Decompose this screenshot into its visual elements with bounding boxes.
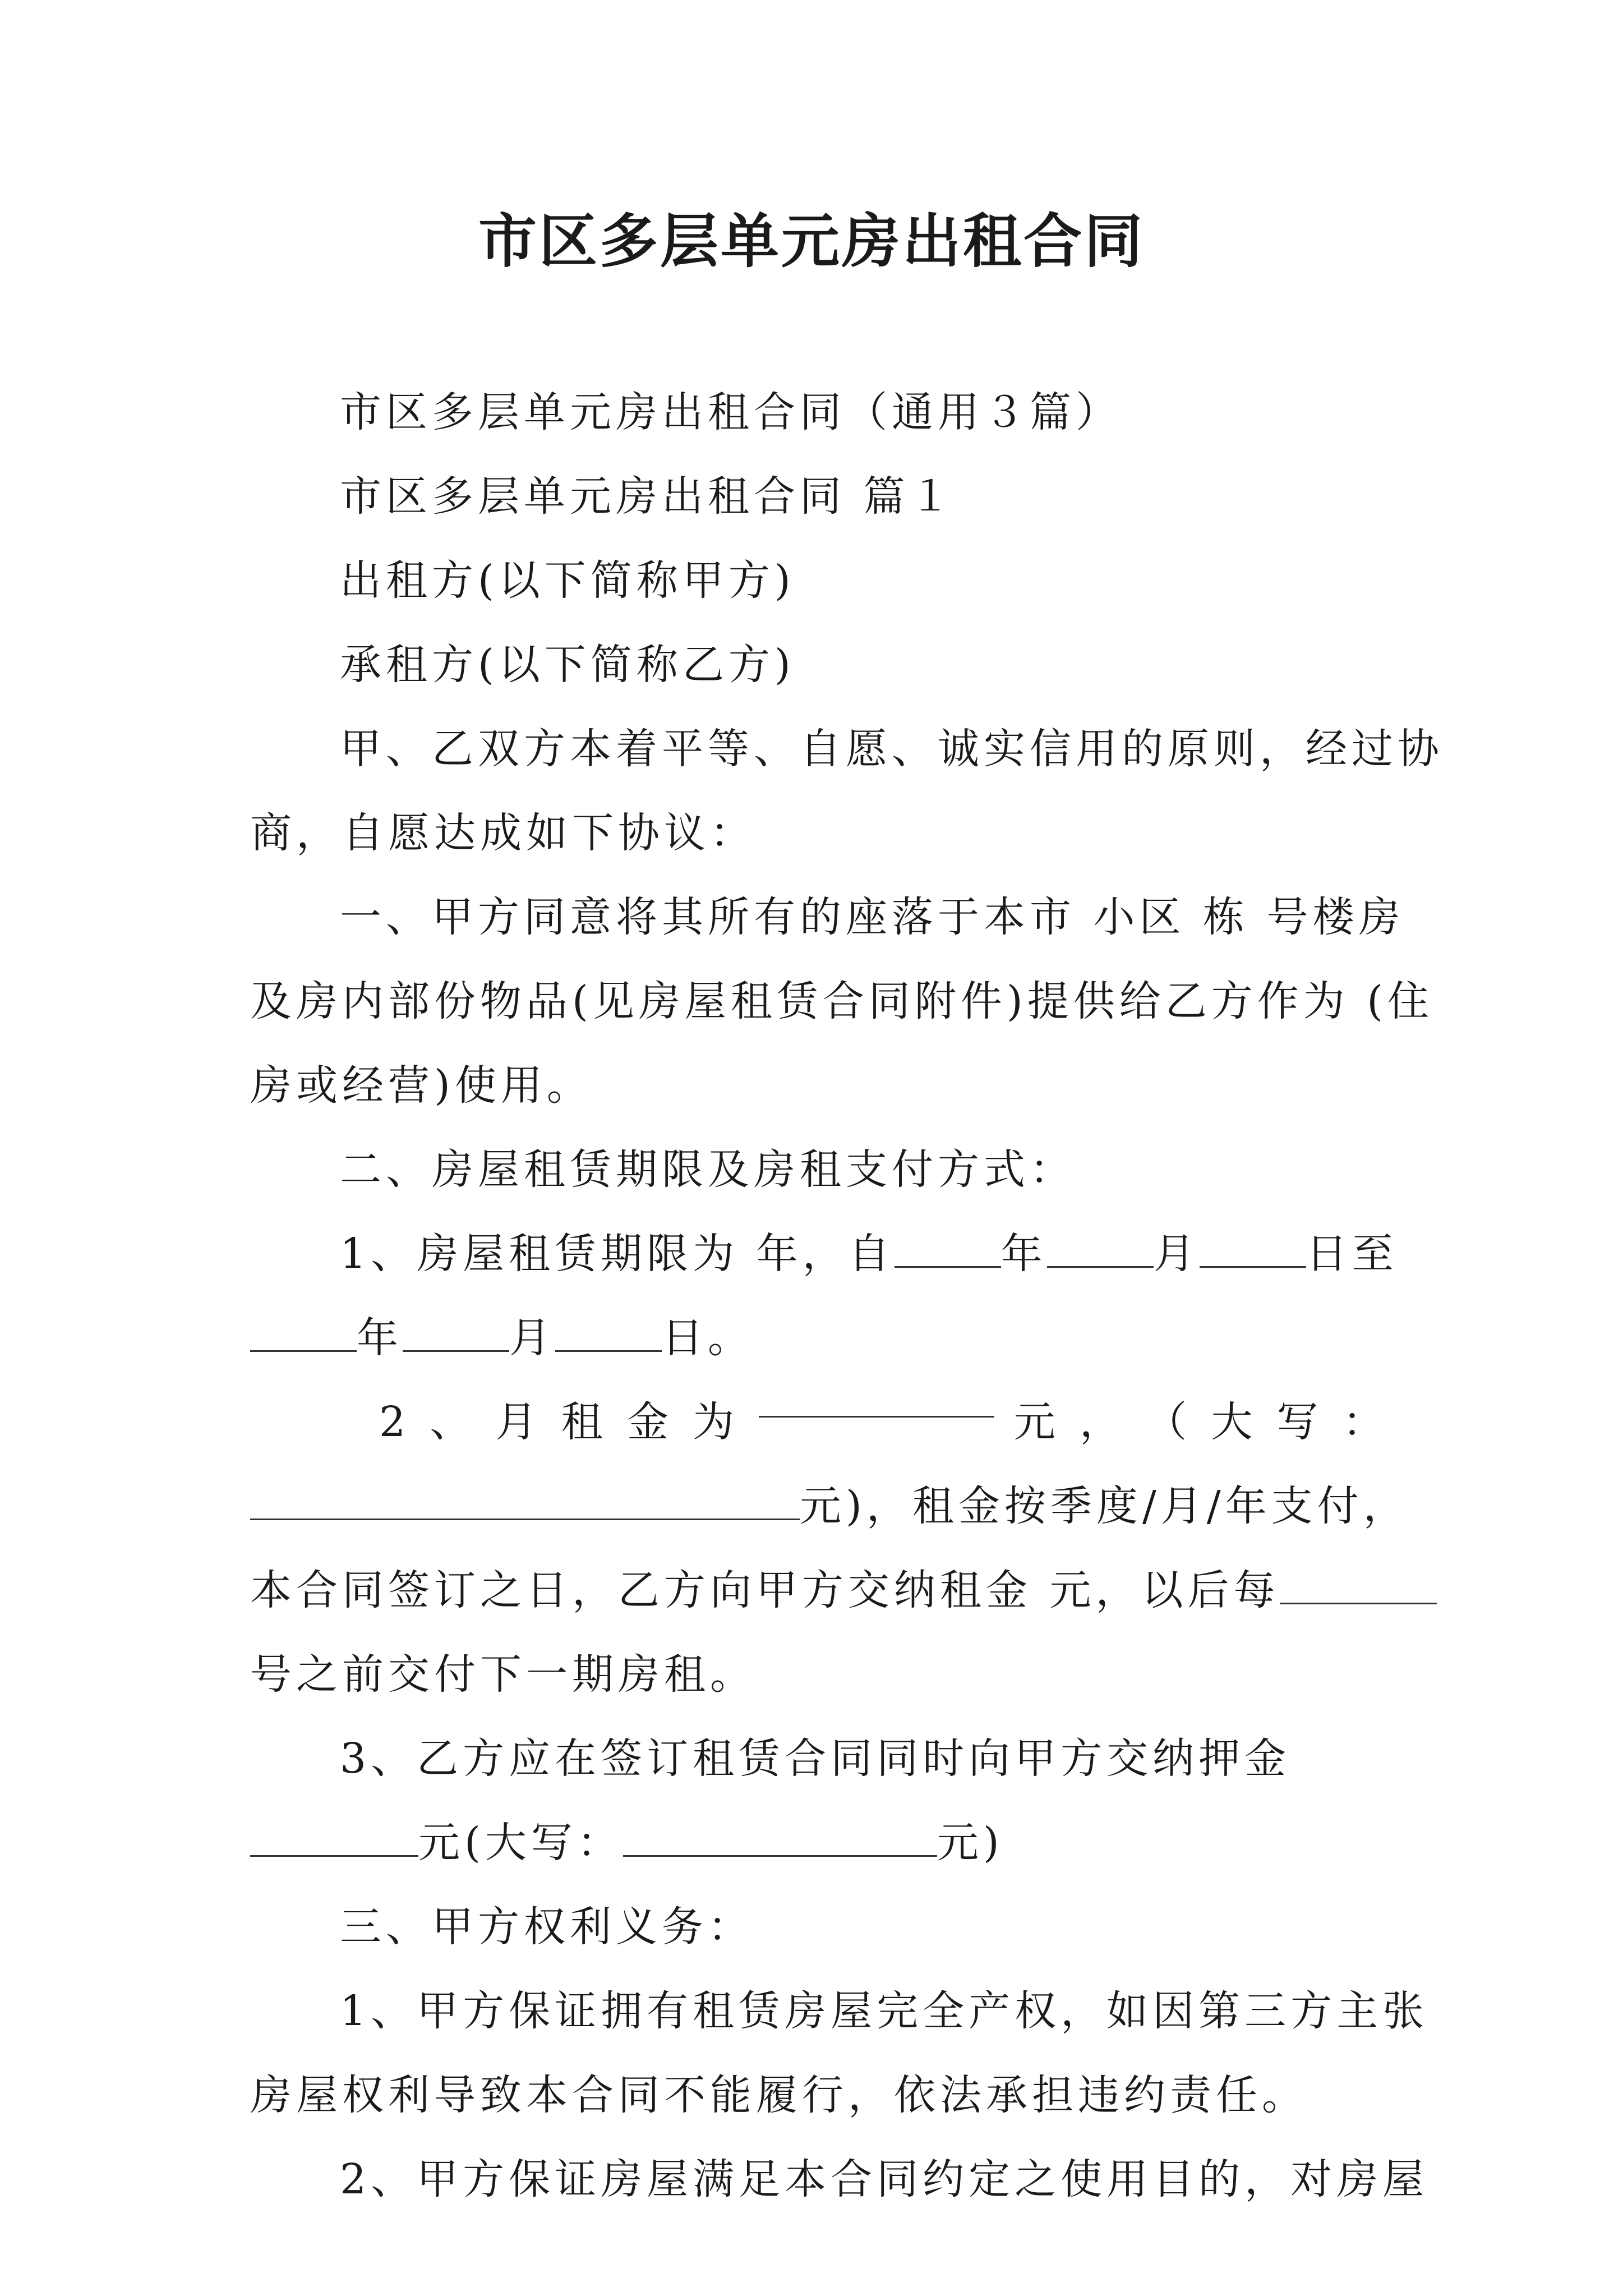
deposit-amount-line (250, 1801, 1389, 1885)
document-title: 市区多层单元房出租合同 (478, 206, 1145, 275)
blank-field (759, 1380, 994, 1418)
rent-char: ， (1079, 1398, 1126, 1446)
month-label: 月 (1153, 1230, 1200, 1278)
rent-capital-line (250, 1464, 1409, 1548)
blank-field (250, 1314, 357, 1352)
year-label: 年 (357, 1314, 403, 1362)
paragraph-line: 房或经营)使用。 (250, 1061, 593, 1110)
paragraph-line: 号之前交付下一期房租。 (250, 1650, 756, 1699)
paragraph-line: 一、甲方同意将其所有的座落于本市 小区 栋 号楼房 (340, 893, 1405, 941)
rent-char: 、 (430, 1398, 476, 1446)
paragraph-line: 甲、乙双方本着平等、自愿、诚实信用的原则，经过协 (340, 725, 1444, 773)
rent-char: 写 (1276, 1398, 1323, 1446)
rent-char: 金 (627, 1398, 674, 1446)
paragraph-line: 商，自愿达成如下协议： (250, 809, 756, 857)
blank-field (250, 1819, 418, 1857)
blank-field (1280, 1567, 1437, 1604)
paragraph-line: 出租方(以下简称甲方) (340, 556, 795, 605)
rent-amount-line (250, 1380, 1389, 1464)
blank-field (403, 1314, 509, 1352)
rent-char: 大 (1211, 1398, 1257, 1446)
rent-first-payment-text: 本合同签订之日，乙方向甲方交纳租金 元，以后每 (250, 1566, 1280, 1614)
month-label: 月 (509, 1314, 555, 1362)
day-label: 日至 (1306, 1230, 1398, 1278)
rent-char: ： (1342, 1398, 1389, 1446)
lease-term-line-2 (250, 1296, 1389, 1380)
year-label: 年 (1000, 1230, 1047, 1278)
paragraph-line: 市区多层单元房出租合同（通用３篇） (340, 388, 1122, 436)
document-body (250, 370, 1444, 2221)
rent-char: 月 (495, 1398, 542, 1446)
rent-payment-text: 元)，租金按季度/月/年支付， (800, 1482, 1409, 1530)
rent-char: 2 (379, 1398, 411, 1446)
blank-field (623, 1819, 937, 1857)
paragraph-line: 3、乙方应在签订租赁合同同时向甲方交纳押金 (340, 1734, 1291, 1783)
paragraph-line: 承租方(以下简称乙方) (340, 641, 795, 689)
rent-char: （ (1145, 1398, 1192, 1446)
blank-field (1200, 1230, 1306, 1268)
deposit-close: 元) (937, 1819, 1004, 1867)
paragraph-line: 房屋权利导致本合同不能履行，依法承担违约责任。 (250, 2071, 1308, 2119)
day-label: 日。 (662, 1314, 754, 1362)
blank-field (250, 1483, 800, 1520)
rent-char: 租 (561, 1398, 607, 1446)
paragraph-line: 市区多层单元房出租合同 篇１ (340, 472, 956, 521)
lease-term-text: 1、房屋租赁期限为 年，自 (340, 1230, 895, 1278)
blank-field (555, 1314, 662, 1352)
paragraph-line: 及房内部份物品(见房屋租赁合同附件)提供给乙方作为 (住 (250, 977, 1434, 1025)
lease-term-line (250, 1212, 1398, 1296)
blank-field (895, 1230, 1001, 1268)
paragraph-line: 1、甲方保证拥有租赁房屋完全产权，如因第三方主张 (340, 1987, 1429, 2035)
rent-deposit-line (250, 1548, 1389, 1632)
paragraph-line: 三、甲方权利义务： (340, 1903, 754, 1951)
rent-char: 元 (1013, 1398, 1060, 1446)
paragraph-line: 2、甲方保证房屋满足本合同约定之使用目的，对房屋 (340, 2155, 1429, 2203)
deposit-text: 元(大写： (418, 1819, 623, 1867)
blank-field (1047, 1230, 1154, 1268)
rent-char: 为 (693, 1398, 739, 1446)
paragraph-line: 二、房屋租赁期限及房租支付方式： (340, 1145, 1076, 1194)
